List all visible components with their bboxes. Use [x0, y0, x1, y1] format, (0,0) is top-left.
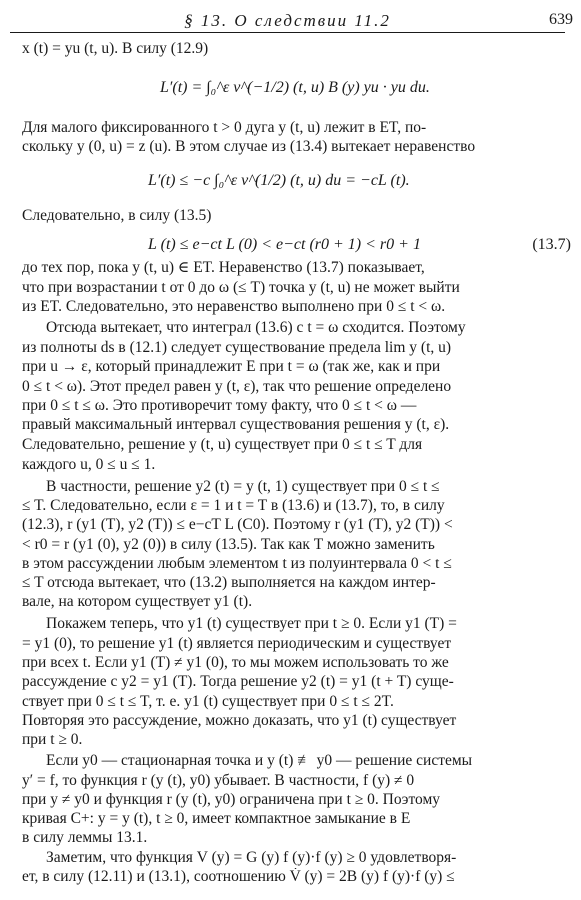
header-title: § 13. О следствии 11.2 — [184, 11, 391, 30]
text-line: каждого u, 0 ≤ u ≤ 1. — [22, 455, 156, 473]
formula-inequality: L′(t) ≤ −c ∫₀^ε v^(1/2) (t, u) du = −cL (t). — [148, 171, 410, 189]
text-line: ≤ T. Следовательно, если ε = 1 и t = T в (13.6) и (13.7), то, в силу — [22, 496, 445, 514]
text-line: в этом рассуждении любым элементом t из полуинтервала 0 < t ≤ — [22, 554, 452, 572]
text-line: правый максимальный интервал существования решения y (t, ε). — [22, 416, 450, 434]
text-line: = y1 (0), то решение y1 (t) является периодическим и существует — [22, 634, 452, 652]
text-line: y′ = f, то функция r (y (t), y0) убывает. В частности, f (y) ≠ 0 — [22, 771, 415, 789]
text-line: рассуждение с y2 = y1 (T). Тогда решение y2 (t) = y1 (t + T) суще- — [22, 673, 454, 691]
text-line: из полноты ds в (12.1) следует существование предела lim y (t, u) — [22, 339, 452, 357]
text-line: В частности, решение y2 (t) = y (t, 1) существует при 0 ≤ t ≤ — [46, 477, 440, 495]
text-line: 0 ≤ t < ω). Этот предел равен y (t, ε), так что решение определено — [22, 377, 452, 395]
page-number: 639 — [549, 11, 573, 28]
text-line: при t ≥ 0. — [22, 731, 83, 749]
text-line: Для малого фиксированного t > 0 дуга y (t, u) лежит в ET, по- — [22, 118, 427, 136]
text-line: < r0 = r (y1 (0), y2 (0)) в силу (13.5). Так как T можно заменить — [22, 535, 435, 553]
text-line: Следовательно, решение y (t, u) существует при 0 ≤ t ≤ T для — [22, 435, 423, 453]
formula-13-7: L (t) ≤ e−ct L (0) < e−ct (r0 + 1) < r0 + 1 — [148, 236, 421, 254]
text-line: Следовательно, в силу (13.5) — [22, 206, 212, 224]
text-line: Заметим, что функция V (y) = G (y) f (y)·f (y) ≥ 0 удовлетворя- — [46, 848, 457, 866]
text-line: при 0 ≤ t ≤ ω. Это противоречит тому факту, что 0 ≤ t < ω — — [22, 396, 417, 414]
text-line: (12.3), r (y1 (T), y2 (T)) ≤ e−cT L (C0). Поэтому r (y1 (T), y2 (T)) < — [22, 516, 453, 534]
text-line: ствует при 0 ≤ t ≤ T, т. е. y1 (t) существует при 0 ≤ t ≤ 2T. — [22, 692, 394, 710]
text-line: кривая C+: y = y (t), t ≥ 0, имеет компактное замыкание в E — [22, 810, 411, 828]
text-line: ет, в силу (12.11) и (13.1), соотношению V̇ (y) = 2B (y) f (y)·f (y) ≤ — [22, 868, 455, 885]
text-line: при всех t. Если y1 (T) ≠ y1 (0), то мы можем использовать то же — [22, 653, 449, 671]
text-line: Отсюда вытекает, что интеграл (13.6) с t = ω сходится. Поэтому — [46, 318, 466, 336]
text-line: что при возрастании t от 0 до ω (≤ T) точка y (t, u) не может выйти — [22, 278, 460, 296]
text-line: Повторяя это рассуждение, можно доказать, что y1 (t) существует — [22, 711, 457, 729]
text-line: при y ≠ y0 и функция r (y (t), y0) ограничена при t ≥ 0. Поэтому — [22, 790, 441, 808]
text-line: скольку y (0, u) = z (u). В этом случае из (13.4) вытекает неравенство — [22, 138, 476, 156]
text-line: Покажем теперь, что y1 (t) существует при t ≥ 0. Если y1 (T) = — [46, 615, 457, 633]
text-line: Если y0 — стационарная точка и y (t) ≢ y0 — решение системы — [46, 752, 473, 770]
equation-number: (13.7) — [532, 236, 571, 254]
text-line: при u → ε, который принадлежит E при t = ω (так же, как и при — [22, 358, 441, 376]
text-line: вале, на котором существует y1 (t). — [22, 593, 253, 611]
text-line: из ET. Следовательно, это неравенство выполнено при 0 ≤ t < ω. — [22, 297, 446, 315]
text-line: ≤ T отсюда вытекает, что (13.2) выполняется на каждом интер- — [22, 574, 436, 592]
text-line: в силу леммы 13.1. — [22, 829, 148, 847]
running-header — [10, 8, 573, 33]
formula-derivative: L′(t) = ∫₀^ε v^(−1/2) (t, u) B (y) yu · yu du. — [160, 78, 430, 96]
text-line: x (t) = yu (t, u). В силу (12.9) — [22, 40, 209, 57]
text-line: до тех пор, пока y (t, u) ∈ ET. Неравенство (13.7) показывает, — [22, 259, 425, 277]
